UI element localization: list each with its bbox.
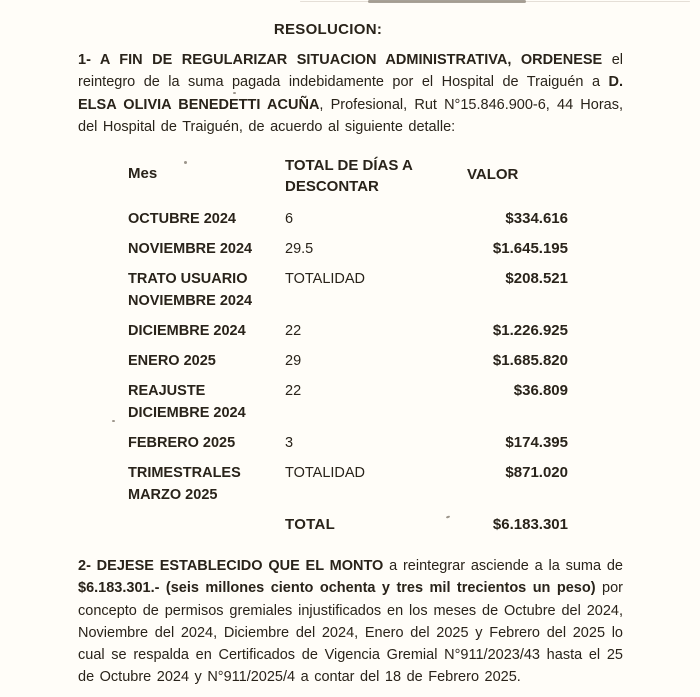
table-row — [128, 380, 568, 424]
cell-mes: NOVIEMBRE 2024 — [128, 241, 253, 257]
total-value: $6.183.301 — [492, 516, 568, 533]
table-total-row — [128, 514, 568, 536]
scan-artifact-faint-line — [300, 1, 690, 2]
cell-dias: 22 — [285, 323, 302, 339]
table-row — [128, 208, 568, 230]
cell-valor: $334.616 — [505, 210, 568, 227]
table-header-row — [128, 155, 568, 197]
paragraph-1 — [78, 49, 623, 138]
paragraph-2 — [78, 555, 623, 689]
cell-valor: $1.685.820 — [492, 352, 568, 369]
cell-dias: 3 — [285, 435, 294, 451]
cell-valor: $871.020 — [505, 464, 568, 481]
paragraph-2-text-b: por concepto de permisos gremiales injustificados en los meses de Octubre del 2024, Noviembre del 2024, Diciembre del 2024, Enero del 2025 y Febrero del 2025 lo cual se respalda en Certificados de Vigencia Gremial N°911/2023/43 hasta el 25 de Octubre 2024 y N°911/2025/4 a contar del 18 de Febrero 2025. — [78, 580, 623, 686]
header-mes: Mes — [128, 165, 158, 182]
paragraph-1-bold-lead: 1- A FIN DE REGULARIZAR SITUACION ADMINISTRATIVA, ORDENESE — [78, 52, 603, 68]
document-title: RESOLUCION: — [273, 21, 383, 38]
paragraph-2-bold-lead: 2- DEJESE ESTABLECIDO QUE EL MONTO — [78, 558, 384, 574]
cell-dias: 29.5 — [285, 241, 314, 257]
table-row — [128, 320, 568, 342]
table-row — [128, 350, 568, 372]
cell-dias: 29 — [285, 353, 302, 369]
cell-mes: FEBRERO 2025 — [128, 435, 236, 451]
paragraph-1-bold-name: D. ELSA OLIVIA BENEDETTI ACUÑA — [78, 74, 623, 113]
header-dias-a-descontar: TOTAL DE DÍAS A DESCONTAR — [285, 157, 413, 195]
cell-dias: 22 — [285, 383, 302, 399]
table-row — [128, 238, 568, 260]
paragraph-2-bold-amount: $6.183.301.- (seis millones ciento ochenta y tres mil trecientos un peso) — [78, 580, 596, 597]
cell-mes: REAJUSTE DICIEMBRE 2024 — [128, 383, 246, 421]
cell-mes: ENERO 2025 — [128, 353, 216, 369]
cell-valor: $1.226.925 — [492, 322, 568, 339]
cell-valor: $208.521 — [505, 270, 568, 287]
cell-dias: 6 — [285, 211, 294, 227]
total-label: TOTAL — [285, 516, 336, 533]
paragraph-1-text-b: , Profesional, Rut N°15.846.900-6, 44 Horas, del Hospital de Traiguén, de acuerdo al siguiente detalle: — [78, 96, 623, 135]
paragraph-2-text-a: a reintegrar asciende a la suma de — [383, 558, 623, 574]
cell-dias: TOTALIDAD — [285, 465, 366, 481]
table-row — [128, 268, 568, 312]
cell-mes: TRATO USUARIO NOVIEMBRE 2024 — [128, 271, 253, 309]
cell-valor: $174.395 — [505, 434, 568, 451]
cell-mes: OCTUBRE 2024 — [128, 211, 236, 227]
cell-valor: $36.809 — [513, 382, 568, 399]
scan-speck — [112, 420, 115, 422]
table-row — [128, 432, 568, 454]
total-empty-cell — [128, 514, 285, 536]
cell-dias: TOTALIDAD — [285, 271, 366, 287]
header-valor: VALOR — [467, 166, 519, 183]
deduction-table — [128, 155, 568, 544]
cell-mes: TRIMESTRALES MARZO 2025 — [128, 465, 241, 503]
paragraph-1-text-a: el reintegro de la suma pagada indebidamente por el Hospital de Traiguén a — [78, 52, 623, 91]
cell-mes: DICIEMBRE 2024 — [128, 323, 246, 339]
cell-valor: $1.645.195 — [492, 240, 568, 257]
table-row — [128, 462, 568, 506]
